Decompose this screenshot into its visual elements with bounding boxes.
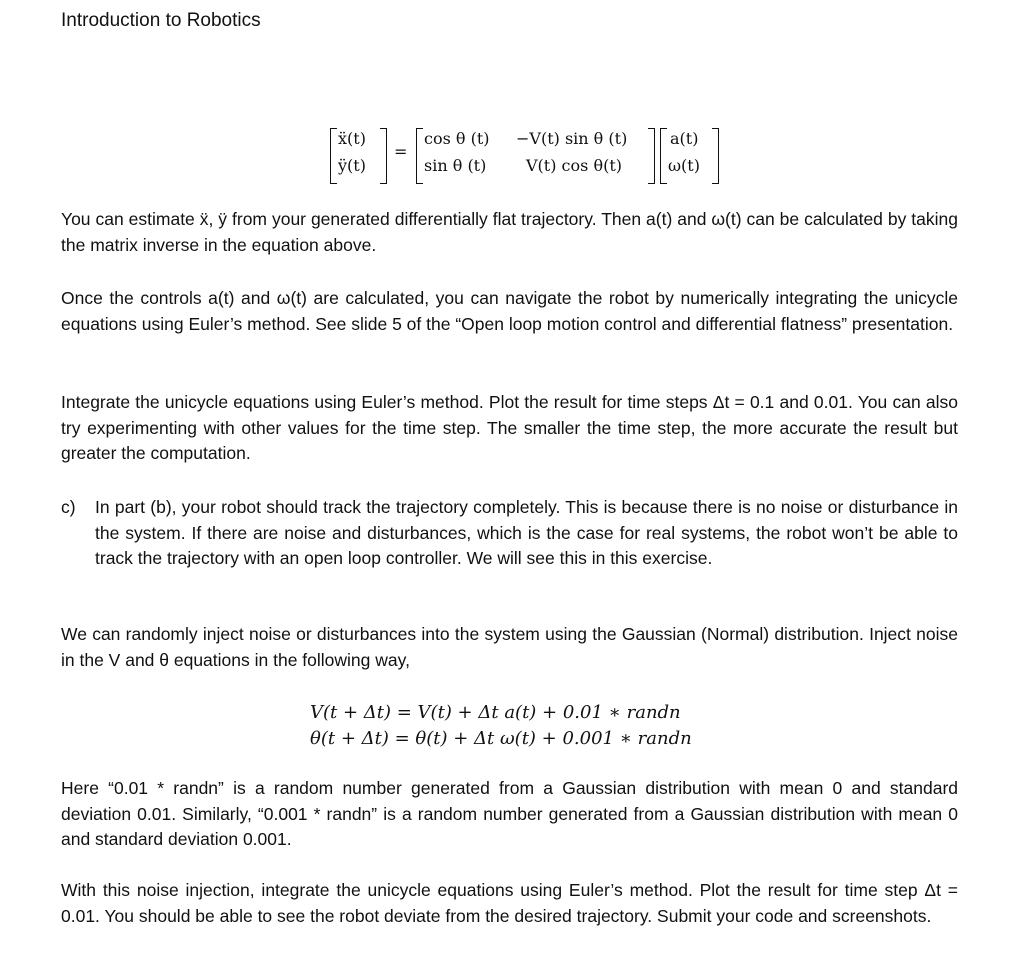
paragraph-noise-intro: We can randomly inject noise or disturbances into the system using the Gaussian (Normal) distribution. Inject noise in the V and θ equations in the following way, (61, 624, 958, 670)
paragraph-submission: With this noise injection, integrate the unicycle equations using Euler’s method. Plot the result for time step Δt = 0.01. You should be able to see the robot deviate from the desired trajectory. Submit your code and screenshots. (61, 880, 958, 926)
rhs-omega: ω(t) (668, 156, 700, 175)
matrix-r2c1: sin θ (t) (424, 156, 487, 175)
rhs-right-bracket (712, 128, 719, 184)
lhs-right-bracket (380, 128, 387, 184)
matrix-r2c2: V(t) cos θ(t) (526, 156, 622, 175)
page-header-title: Introduction to Robotics (61, 10, 261, 31)
rhs-left-bracket (660, 128, 667, 184)
rhs-a: a(t) (670, 129, 699, 148)
lhs-xddot: ẍ(t) (338, 129, 366, 148)
matrix-left-bracket (416, 128, 423, 184)
paragraph-integrate: Integrate the unicycle equations using Euler’s method. Plot the result for time steps Δt = 0.1 and 0.01. You can also try experimenting with other values for the time step. The smaller the time step, the more accurate the result but greater the computation. (61, 392, 958, 463)
matrix-right-bracket (648, 128, 655, 184)
list-marker: c) (61, 497, 76, 517)
matrix-r1c1: cos θ (t) (424, 129, 490, 148)
lhs-left-bracket (330, 128, 337, 184)
equals-sign: = (394, 142, 408, 161)
list-item-text: In part (b), your robot should track the trajectory completely. This is because there is no noise or disturbance in the system. If there are noise and disturbances, which is the case for real systems, the robot won’t be able to track the trajectory with an open loop controller. We will see this in this exercise. (95, 497, 958, 568)
paragraph-controls: Once the controls a(t) and ω(t) are calculated, you can navigate the robot by numerically integrating the unicycle equations using Euler’s method. See slide 5 of the “Open loop motion control and differential flatness” presentation. (61, 288, 958, 334)
noise-equation-v: V(t + Δt) = V(t) + Δt a(t) + 0.01 ∗ randn (310, 702, 681, 723)
noise-equation-theta: θ(t + Δt) = θ(t) + Δt ω(t) + 0.001 ∗ randn (310, 728, 692, 749)
matrix-r1c2: −V(t) sin θ (t) (516, 129, 628, 148)
paragraph-estimate: You can estimate ẍ, ÿ from your generated differentially flat trajectory. Then a(t) and ω(t) can be calculated by taking the matrix inverse in the equation above. (61, 209, 958, 255)
noise-equations (310, 700, 692, 752)
paragraph-randn-explanation: Here “0.01 * randn” is a random number generated from a Gaussian distribution with mean 0 and standard deviation 0.01. Similarly, “0.001 * randn” is a random number generated from a Gaussian distribution with mean 0 and standard deviation 0.001. (61, 778, 958, 849)
lhs-yddot: ÿ(t) (338, 156, 366, 175)
